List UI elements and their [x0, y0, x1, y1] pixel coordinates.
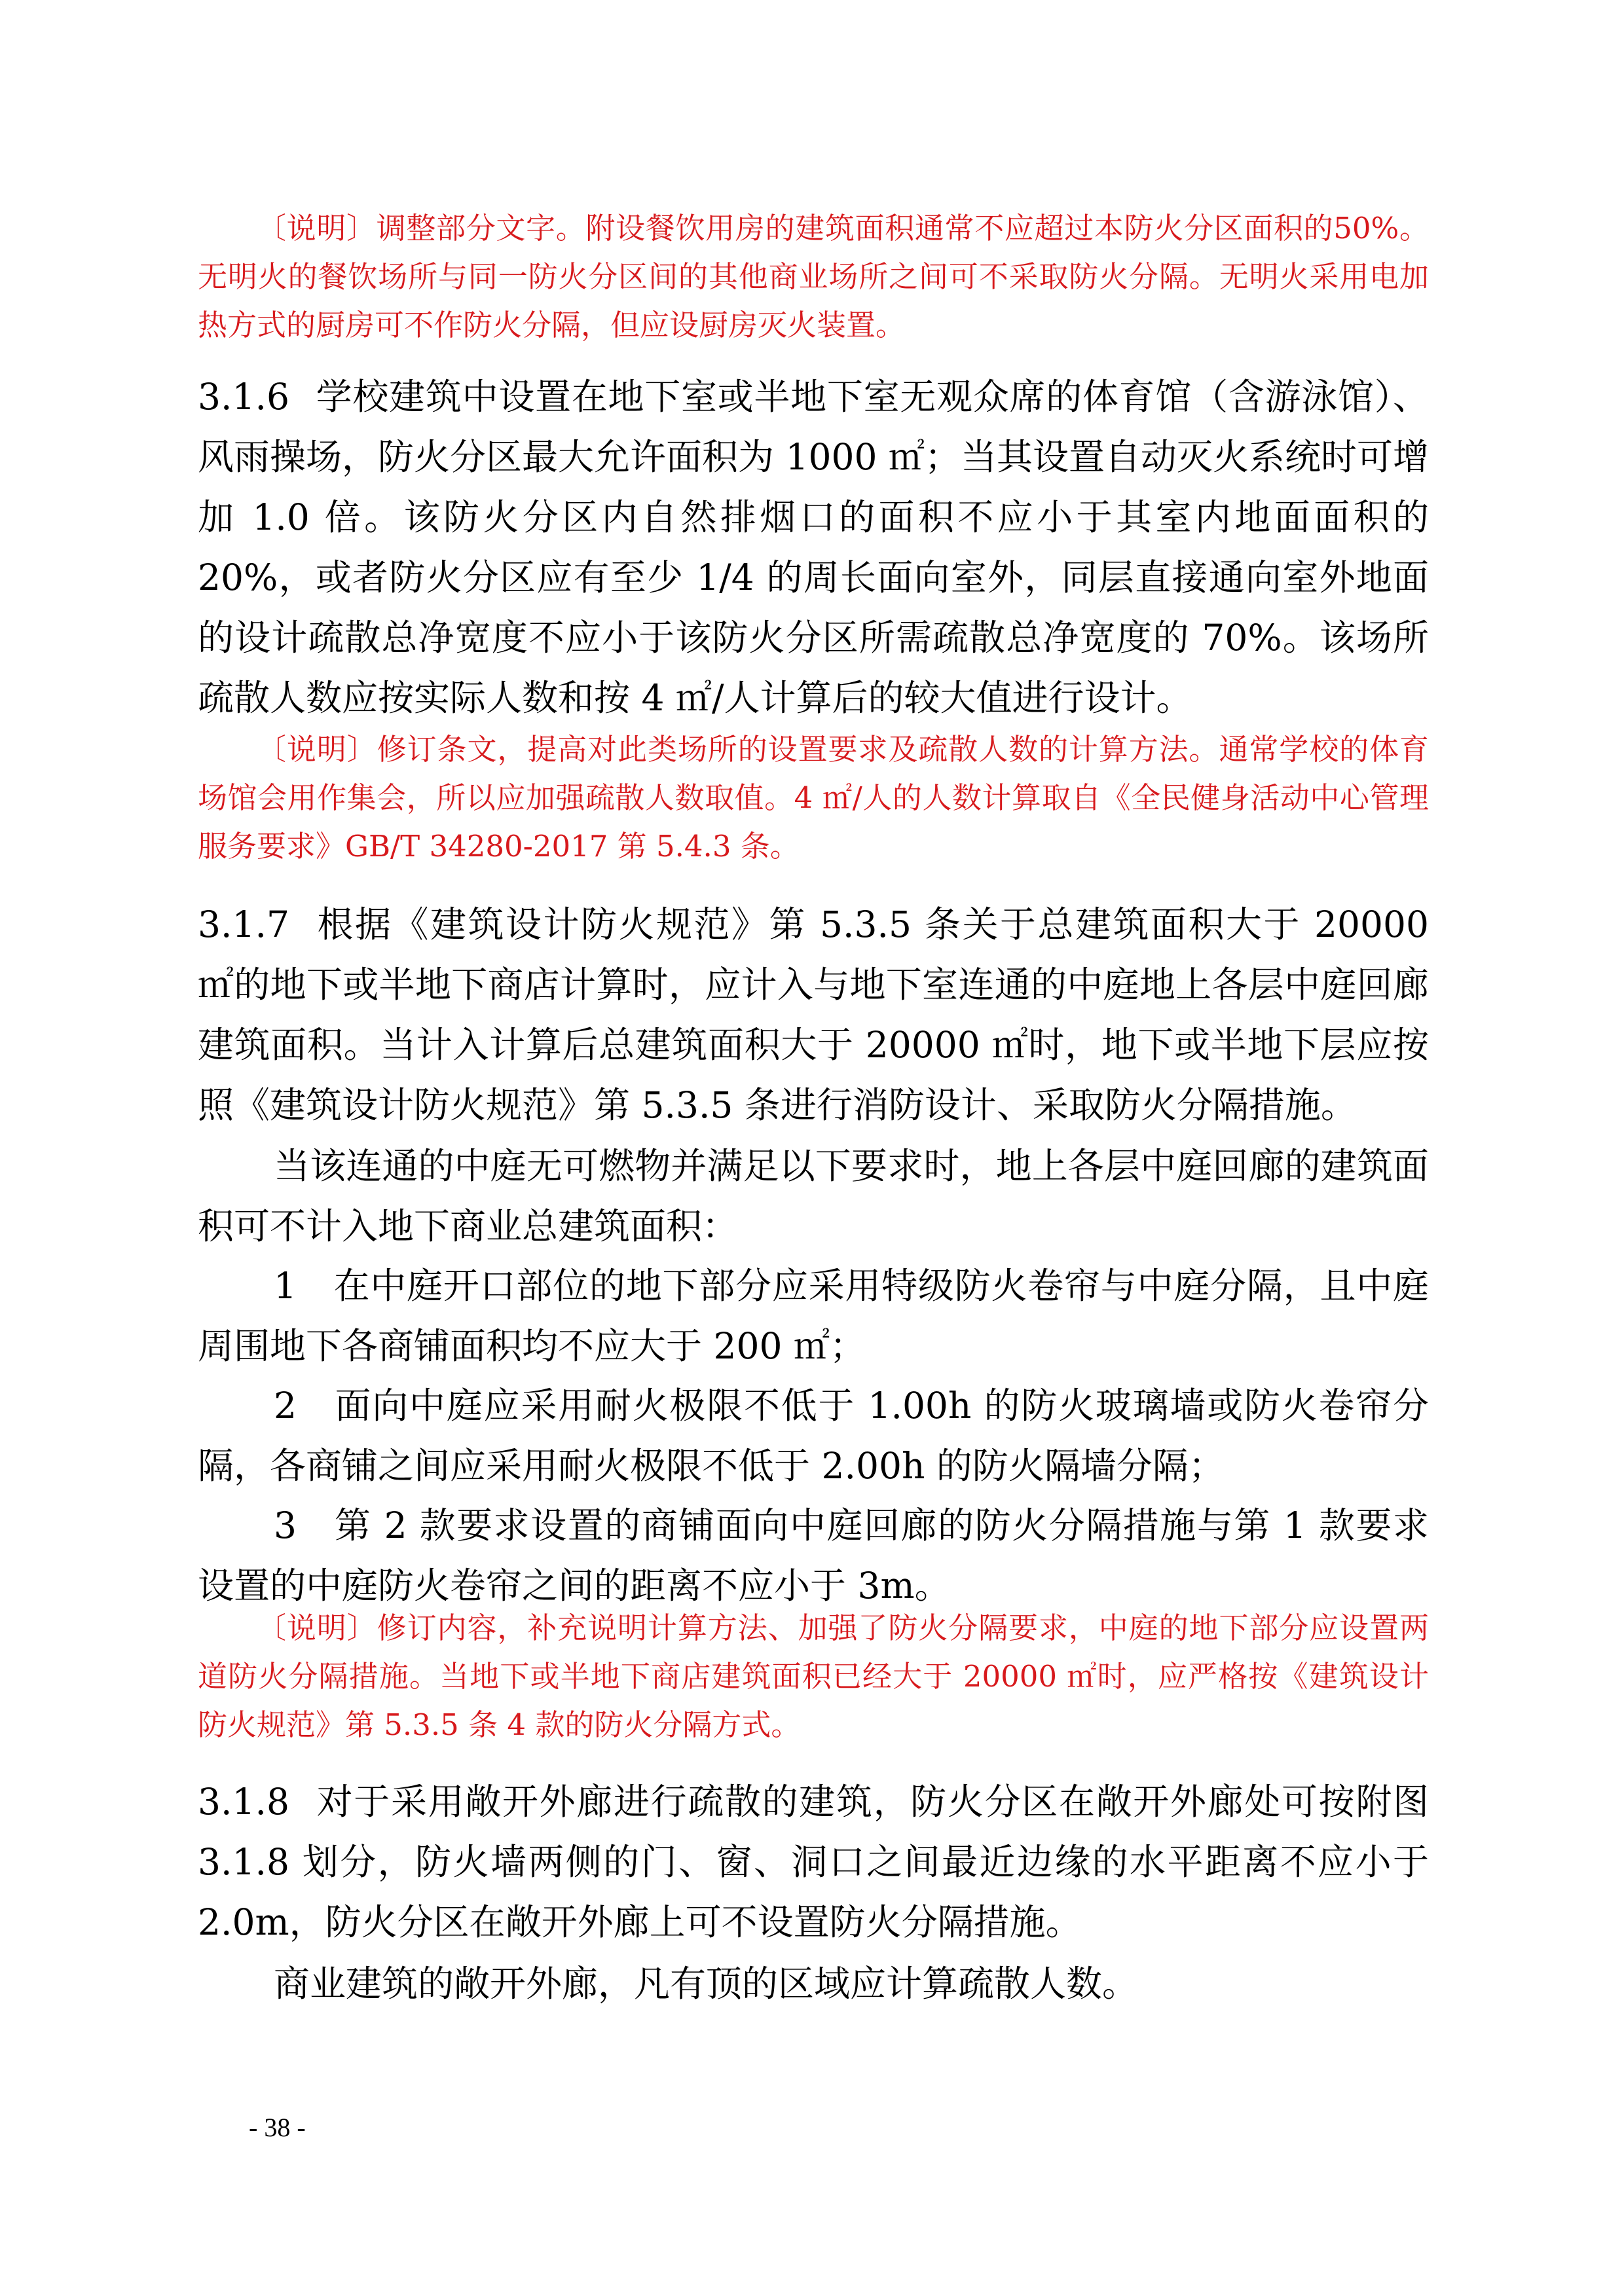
page-number: - 38 -	[249, 2113, 306, 2142]
clause-paragraph: 商业建筑的敞开外廊，凡有顶的区域应计算疏散人数。	[274, 1963, 1139, 2005]
clause-text: 对于采用敞开外廊进行疏散的建筑，防火分区在敞开外廊处可按附图 3.1.8 划分，防火墙两侧的门、窗、洞口之间最近边缘的水平距离不应小于 2.0m，防火分区在敞开外廊上可不设置防火分隔措施。	[198, 1781, 1429, 1943]
clause-3-1-7	[198, 894, 1429, 1135]
clause-number: 3.1.8	[198, 1781, 289, 1823]
note-paragraph: 〔说明〕修订内容，补充说明计算方法、加强了防火分隔要求，中庭的地下部分应设置两道防火分隔措施。当地下或半地下商店建筑面积已经大于 20000 ㎡时，应严格按《建筑设计防火规范》第 5.3.5 条 4 款的防火分隔方式。	[198, 1611, 1429, 1742]
clause-number: 3.1.6	[198, 376, 289, 418]
note-paragraph: 〔说明〕修订条文，提高对此类场所的设置要求及疏散人数的计算方法。通常学校的体育场馆会用作集会，所以应加强疏散人数取值。4 ㎡/人的人数计算取自《全民健身活动中心管理服务要求》GB/T 34280-2017 第 5.4.3 条。	[198, 732, 1429, 864]
clause-3-1-6	[198, 367, 1429, 728]
clause-3-1-8	[198, 1772, 1429, 1952]
clause-text: 学校建筑中设置在地下室或半地下室无观众席的体育馆（含游泳馆）、风雨操场，防火分区最大允许面积为 1000 ㎡；当其设置自动灭火系统时可增加 1.0 倍。该防火分区内自然排烟口的面积不应小于其室内地面面积的20%，或者防火分区应有至少 1/4 的周长面向室外，同层直接通向室外地面的设计疏散总净宽度不应小于该防火分区所需疏散总净宽度的 70%。该场所疏散人数应按实际人数和按 4 ㎡/人计算后的较大值进行设计。	[198, 376, 1429, 719]
note-paragraph: 〔说明〕调整部分文字。附设餐饮用房的建筑面积通常不应超过本防火分区面积的50%。无明火的餐饮场所与同一防火分区间的其他商业场所之间可不采取防火分隔。无明火采用电加热方式的厨房可不作防火分隔，但应设厨房灭火装置。	[198, 211, 1429, 342]
clause-item-3: 3 第 2 款要求设置的商铺面向中庭回廊的防火分隔措施与第 1 款要求设置的中庭防火卷帘之间的距离不应小于 3m。	[198, 1504, 1429, 1607]
clause-item-2: 2 面向中庭应采用耐火极限不低于 1.00h 的防火玻璃墙或防火卷帘分隔，各商铺之间应采用耐火极限不低于 2.00h 的防火隔墙分隔；	[198, 1385, 1429, 1487]
clause-number: 3.1.7	[198, 903, 289, 945]
clause-item-1: 1 在中庭开口部位的地下部分应采用特级防火卷帘与中庭分隔，且中庭周围地下各商铺面积均不应大于 200 ㎡；	[198, 1265, 1429, 1367]
clause-text: 根据《建筑设计防火规范》第 5.3.5 条关于总建筑面积大于 20000 ㎡的地下或半地下商店计算时，应计入与地下室连通的中庭地上各层中庭回廊建筑面积。当计入计算后总建筑面积大于 20000 ㎡时，地下或半地下层应按照《建筑设计防火规范》第 5.3.5 条进行消防设计、采取防火分隔措施。	[198, 903, 1429, 1126]
clause-paragraph: 当该连通的中庭无可燃物并满足以下要求时，地上各层中庭回廊的建筑面积可不计入地下商业总建筑面积：	[198, 1145, 1429, 1247]
